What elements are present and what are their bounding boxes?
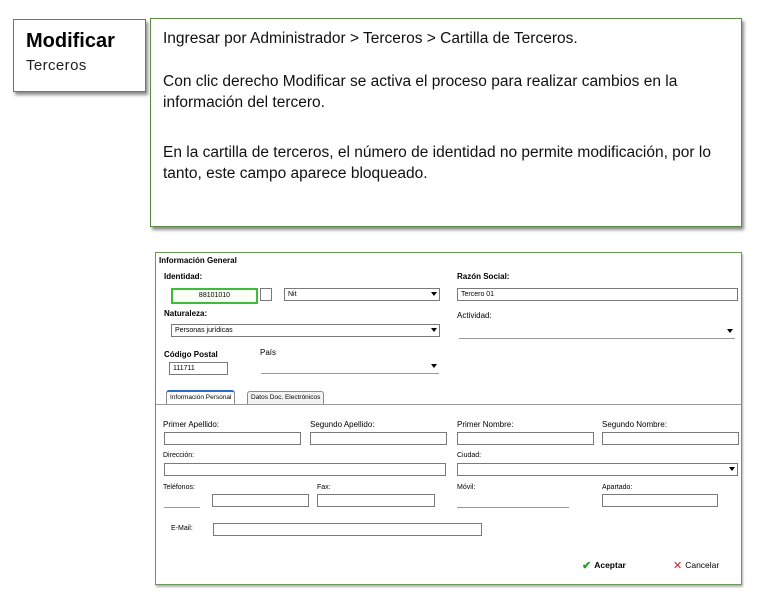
ciudad-select[interactable] <box>457 463 738 476</box>
section-title: Información General <box>159 256 237 265</box>
fax-field[interactable] <box>317 494 435 507</box>
identidad-field-locked: 88101010 <box>171 288 258 304</box>
codigo-postal-label: Código Postal <box>164 350 218 359</box>
primer-apellido-field[interactable] <box>164 432 301 445</box>
chevron-down-icon <box>431 364 437 368</box>
email-field[interactable] <box>213 523 482 536</box>
accept-button[interactable] <box>582 559 626 572</box>
segundo-nombre-label: Segundo Nombre: <box>602 420 667 429</box>
razon-social-field[interactable]: Tercero 01 <box>457 288 738 301</box>
title-card <box>13 19 146 92</box>
telefonos-label: Teléfonos: <box>163 484 195 491</box>
page-subtitle: Terceros <box>26 57 87 74</box>
primer-nombre-field[interactable] <box>457 432 594 445</box>
telefonos-field[interactable] <box>212 494 309 507</box>
chevron-down-icon <box>431 292 437 296</box>
description-locked-note: En la cartilla de terceros, el número de identidad no permite modificación, por lo tanto, este campo aparece bloqueado. <box>163 144 711 182</box>
naturaleza-value: Personas jurídicas <box>175 327 233 334</box>
accept-label: Aceptar <box>594 560 626 570</box>
naturaleza-label: Naturaleza: <box>164 309 208 318</box>
movil-label: Móvil: <box>457 484 476 491</box>
telefono-ext-field[interactable] <box>164 495 200 508</box>
identidad-type-select[interactable] <box>284 288 440 301</box>
description-modify: Con clic derecho Modificar se activa el proceso para realizar cambios en la información del tercero. <box>163 73 678 111</box>
tab-informacion-personal[interactable]: Información Personal <box>166 390 235 404</box>
identidad-label: Identidad: <box>164 272 203 281</box>
razon-social-label: Razón Social: <box>457 272 510 281</box>
tab-strip-line <box>156 404 741 405</box>
cancel-button[interactable] <box>673 559 719 572</box>
page-title: Modificar <box>26 30 115 52</box>
apartado-label: Apartado: <box>602 484 633 491</box>
pais-select[interactable] <box>261 361 439 374</box>
tab-datos-doc-electronicos[interactable]: Datos Doc. Electrónicos <box>247 391 324 404</box>
primer-apellido-label: Primer Apellido: <box>163 420 220 429</box>
segundo-apellido-label: Segundo Apellido: <box>310 420 375 429</box>
apartado-field[interactable] <box>602 494 718 507</box>
chevron-down-icon <box>727 329 733 333</box>
codigo-postal-field[interactable]: 111711 <box>169 362 228 375</box>
email-label: E-Mail: <box>171 525 193 532</box>
pais-label: País <box>260 348 277 357</box>
actividad-select[interactable] <box>459 326 735 339</box>
checkmark-icon: ✔ <box>582 560 592 572</box>
segundo-apellido-field[interactable] <box>310 432 447 445</box>
identidad-dv-field <box>260 288 272 301</box>
cancel-label: Cancelar <box>685 560 720 570</box>
naturaleza-select[interactable] <box>171 324 440 337</box>
direccion-label: Dirección: <box>163 452 195 459</box>
close-icon: ✕ <box>673 560 683 572</box>
fax-label: Fax: <box>317 484 331 491</box>
actividad-label: Actividad: <box>457 311 492 320</box>
chevron-down-icon <box>431 328 437 332</box>
chevron-down-icon <box>729 467 735 471</box>
segundo-nombre-field[interactable] <box>602 432 739 445</box>
identidad-type-value: Nit <box>288 291 297 298</box>
primer-nombre-label: Primer Nombre: <box>457 420 514 429</box>
ciudad-label: Ciudad: <box>457 452 482 459</box>
tercero-form-panel <box>155 252 742 585</box>
description-step: Ingresar por Administrador > Terceros > Cartilla de Terceros. <box>163 30 578 47</box>
movil-field[interactable] <box>457 495 569 508</box>
description-card <box>150 18 742 227</box>
direccion-field[interactable] <box>164 463 446 476</box>
